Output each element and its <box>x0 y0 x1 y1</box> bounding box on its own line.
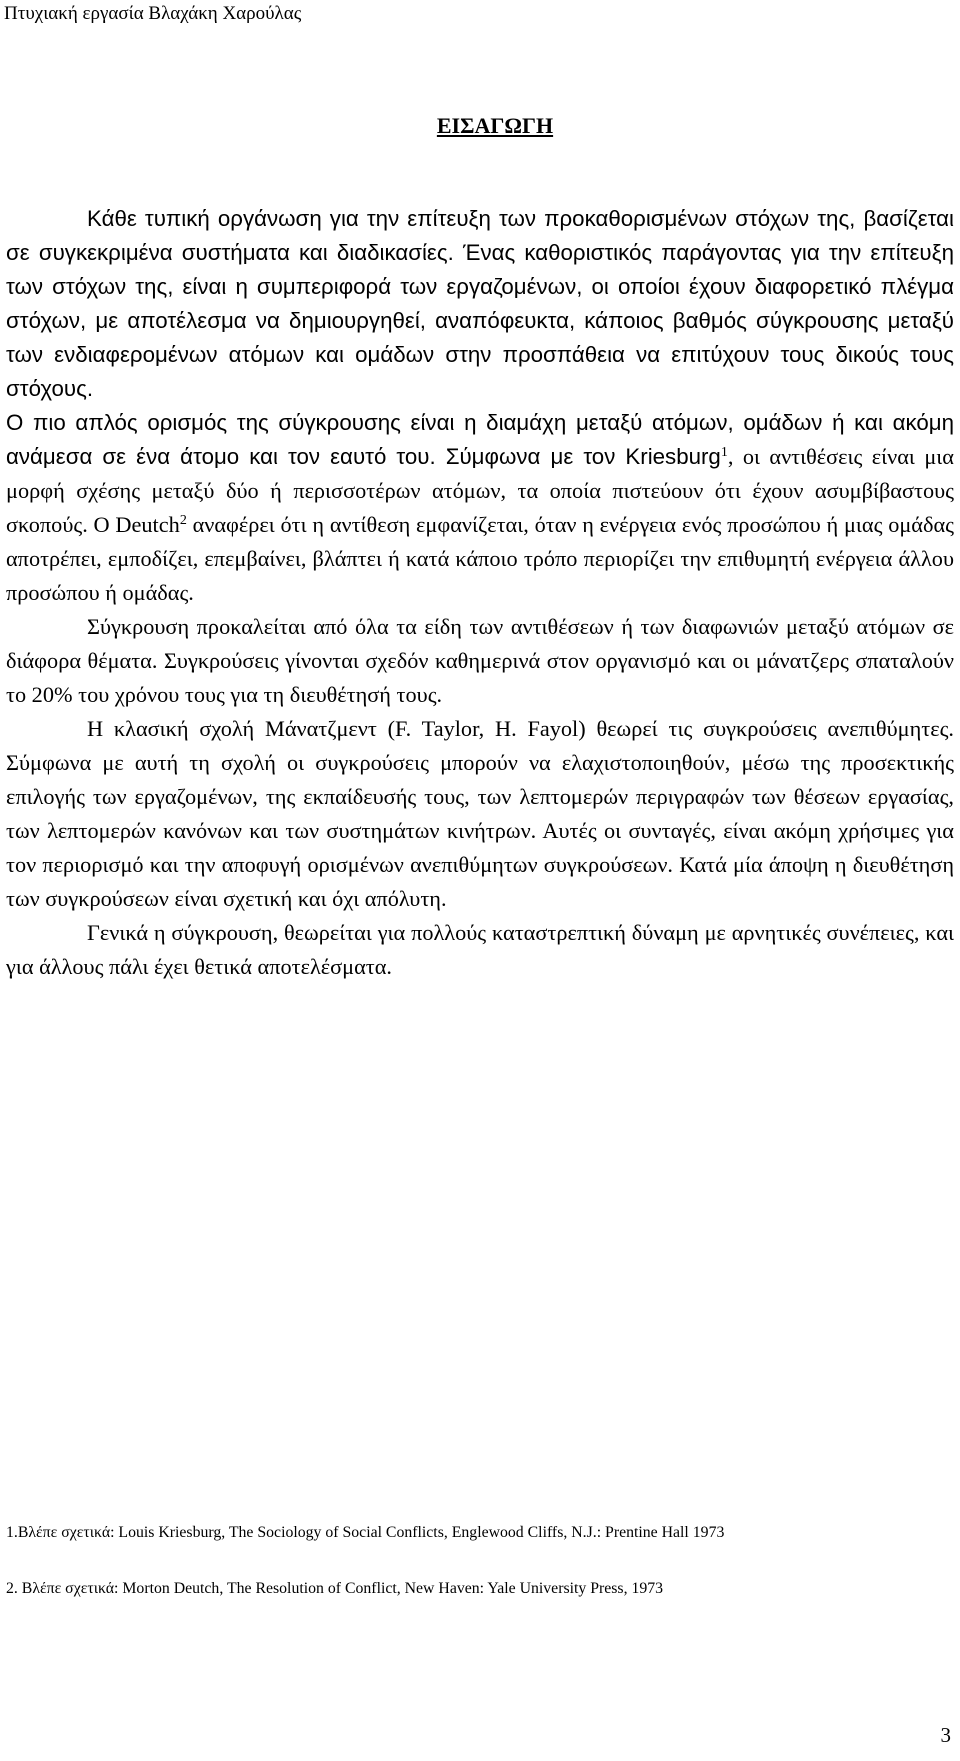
paragraph-intro-part-2: Ένας καθοριστικός παράγοντας για την επίτευξη των στόχων της, είναι η συμπεριφορά των εργαζομένων, οι οποίοι έχουν διαφορετικό πλέγμα στόχων, με αποτέλεσμα να δημιουργηθεί, αναπόφευκτα, κάποιος βαθμός σύγκρουσης μεταξύ των ενδιαφερομένων ατόμων και ομάδων στην προσπάθεια να επιτύχουν τους δικούς τους στόχους. <box>6 240 954 401</box>
paragraph-definition-part-3: αναφέρει ότι η αντίθεση εμφανίζεται, όταν η ενέργεια ενός προσώπου ή μιας ομάδας αποτρέπει, εμποδίζει, επεμβαίνει, βλάπτει ή κατά κάποιο τρόπο περιορίζει την επιθυμητή ενέργεια άλλου προσώπου ή ομάδας. <box>6 512 955 605</box>
footnote-ref-1: 1 <box>720 445 728 460</box>
paragraph-conflict-causes-text: Σύγκρουση προκαλείται από όλα τα είδη των αντιθέσεων ή των διαφωνιών μεταξύ ατόμων σε διάφορα θέματα. Συγκρούσεις γίνονται σχεδόν καθημερινά στον οργανισμό και οι μάνατζερς σπαταλούν το 20% του χρόνου τους για τη διευθέτησή τους. <box>6 614 954 707</box>
section-title: ΕΙΣΑΓΩΓΗ <box>436 113 554 138</box>
paragraph-classical-school-text: Η κλασική σχολή Μάνατζμεντ (F. Taylor, H. Fayol) θεωρεί τις συγκρούσεις ανεπιθύμητες. Σύμφωνα με αυτή τη σχολή οι συγκρούσεις μπορούν να ελαχιστοποιηθούν, μέσω της προσεκτικής επιλογής των εργαζομένων, της εκπαίδευσής τους, των λεπτομερών περιγραφών των θέσεων εργασίας, των λεπτομερών κανόνων και των συστημάτων κινήτρων. Αυτές οι συνταγές, είναι ακόμη χρήσιμες για τον περιορισμό και την αποφυγή ορισμένων ανεπιθύμητων συγκρούσεων. Κατά μία άποψη η διευθέτηση των συγκρούσεων είναι σχετική και όχι απόλυτη. <box>6 716 954 911</box>
paragraph-classical-school <box>6 712 954 916</box>
footnote-2: 2. Βλέπε σχετικά: Morton Deutch, The Resolution of Conflict, New Haven: Yale University Press, 1973 <box>6 1580 664 1597</box>
paragraph-definition-part-2: , οι αντιθέσεις είναι μια μορφή σχέσης μεταξύ δύο ή περισσοτέρων ατόμων, τα οποία πιστεύουν ότι έχουν ασυμβίβαστους σκοπούς. Ο Deutch <box>6 444 954 537</box>
paragraph-general <box>6 916 954 984</box>
page-number: 3 <box>940 1723 951 1747</box>
paragraph-definition-part-1: Ο πιο απλός ορισμός της σύγκρουσης είναι η διαμάχη μεταξύ ατόμων, ομάδων ή και ακόμη ανάμεσα σε ένα άτομο και τον εαυτό του. Σύμφωνα με τον Kriesburg <box>6 410 954 469</box>
running-header: Πτυχιακή εργασία Βλαχάκη Χαρούλας <box>4 3 302 24</box>
paragraph-definition <box>6 406 954 610</box>
footnote-1: 1.Βλέπε σχετικά: Louis Kriesburg, The Sociology of Social Conflicts, Englewood Cliffs, N.J.: Prentine Hall 1973 <box>6 1524 725 1541</box>
paragraph-intro <box>6 202 954 406</box>
paragraph-general-text: Γενικά η σύγκρουση, θεωρείται για πολλούς καταστρεπτική δύναμη με αρνητικές συνέπειες, και για άλλους πάλι έχει θετικά αποτελέσματα. <box>6 920 954 979</box>
paragraph-conflict-causes <box>6 610 954 712</box>
paragraph-intro-part-1: Κάθε τυπική οργάνωση για την επίτευξη των προκαθορισμένων στόχων της, βασίζεται σε συγκεκριμένα συστήματα και διαδικασίες. <box>6 206 954 265</box>
footnote-ref-2: 2 <box>179 513 187 528</box>
body-text <box>6 202 954 984</box>
